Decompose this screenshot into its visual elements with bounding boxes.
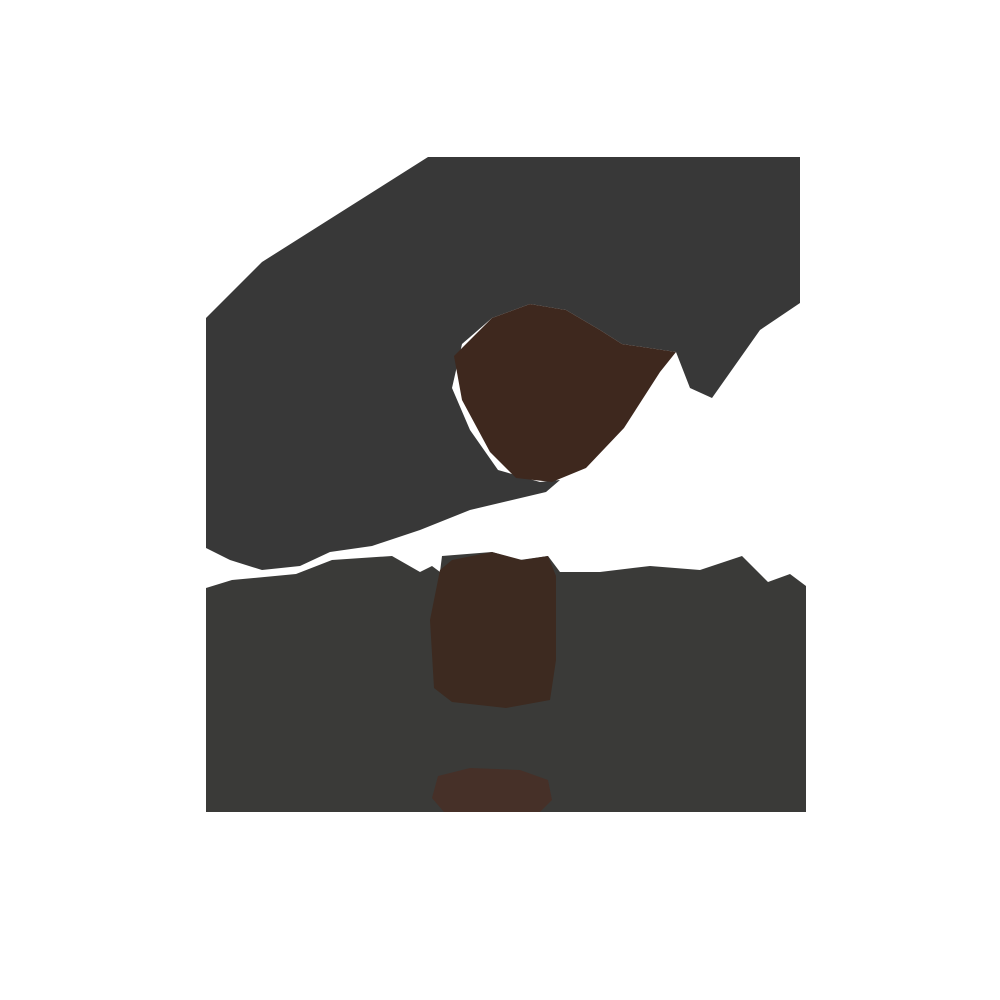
lower-brown-patch-shape (430, 552, 556, 708)
